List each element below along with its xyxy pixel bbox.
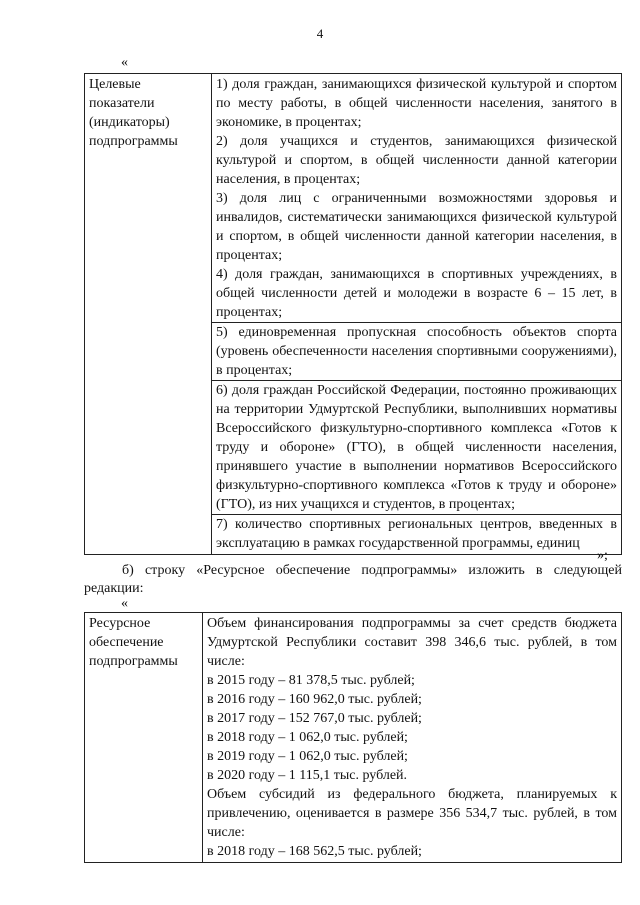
indicators-cell [212,74,622,555]
funding-line: в 2015 году – 81 378,5 тыс. рублей; [207,673,415,688]
funding-line: в 2020 году – 1 115,1 тыс. рублей. [207,768,408,783]
funding-line: в 2017 году – 152 767,0 тыс. рублей; [207,711,422,726]
funding-line: в 2016 году – 160 962,0 тыс. рублей; [207,692,422,707]
funding-line: в 2019 году – 1 062,0 тыс. рублей; [207,749,408,764]
funding-line: Объем субсидий из федерального бюджета, планируемых к привлечению, оценивается в размере 356 534,7 тыс. рублей, в том числе: [207,787,617,840]
list-item: 7) количество спортивных региональных центров, введенных в эксплуатацию в рамках государственной программы, единиц [212,514,621,553]
page-number: 4 [316,26,324,41]
list-item: 2) доля учащихся и студентов, занимающихся физической культурой и спортом, в общей численности данной категории населения, в процентах; [216,134,617,187]
row-label: Ресурсное обеспечение подпрограммы [85,613,203,863]
funding-line: в 2018 году – 1 062,0 тыс. рублей; [207,730,408,745]
funding-cell [203,613,622,863]
amendment-paragraph: б) строку «Ресурсное обеспечение подпрограммы» изложить в следующей редакции: [84,563,622,596]
list-item: 6) доля граждан Российской Федерации, постоянно проживающих на территории Удмуртской Республики, выполнивших нормативы Всероссийского физкультурно-спортивного комплекса «Готов к труду и обороне» (ГТО), в общей численности населения, принявшего участие в выполнении нормативов Всероссийского физкультурно-спортивного комплекса «Готов к труду и обороне» (ГТО), из них учащихся и студентов, в процентах; [212,380,621,514]
resource-provision-table [84,612,622,863]
table-row [85,74,622,555]
funding-line: Объем финансирования подпрограммы за счет средств бюджета Удмуртской Республики составит 398 346,6 тыс. рублей, в том числе: [207,616,617,669]
table-row [85,613,622,863]
list-item: 5) единовременная пропускная способность объектов спорта (уровень обеспеченности населения спортивными сооружениями), в процентах; [212,322,621,380]
open-quote-mark: « [121,596,128,611]
funding-line: в 2018 году – 168 562,5 тыс. рублей; [207,844,422,859]
close-quote-mark: »; [597,548,608,563]
list-item: 4) доля граждан, занимающихся в спортивных учреждениях, в общей численности детей и молодежи в возрасте 6 – 15 лет, в процентах; [216,267,617,320]
target-indicators-table [84,73,622,555]
list-item: 3) доля лиц с ограниченными возможностями здоровья и инвалидов, систематически занимающихся физической культурой и спортом, в общей численности данной категории населения, в процентах; [216,191,617,263]
open-quote-mark: « [121,55,128,70]
list-item: 1) доля граждан, занимающихся физической культурой и спортом по месту работы, в общей численности населения, занятого в экономике, в процентах; [216,77,617,130]
row-label: Целевые показатели (индикаторы) подпрограммы [85,74,212,555]
